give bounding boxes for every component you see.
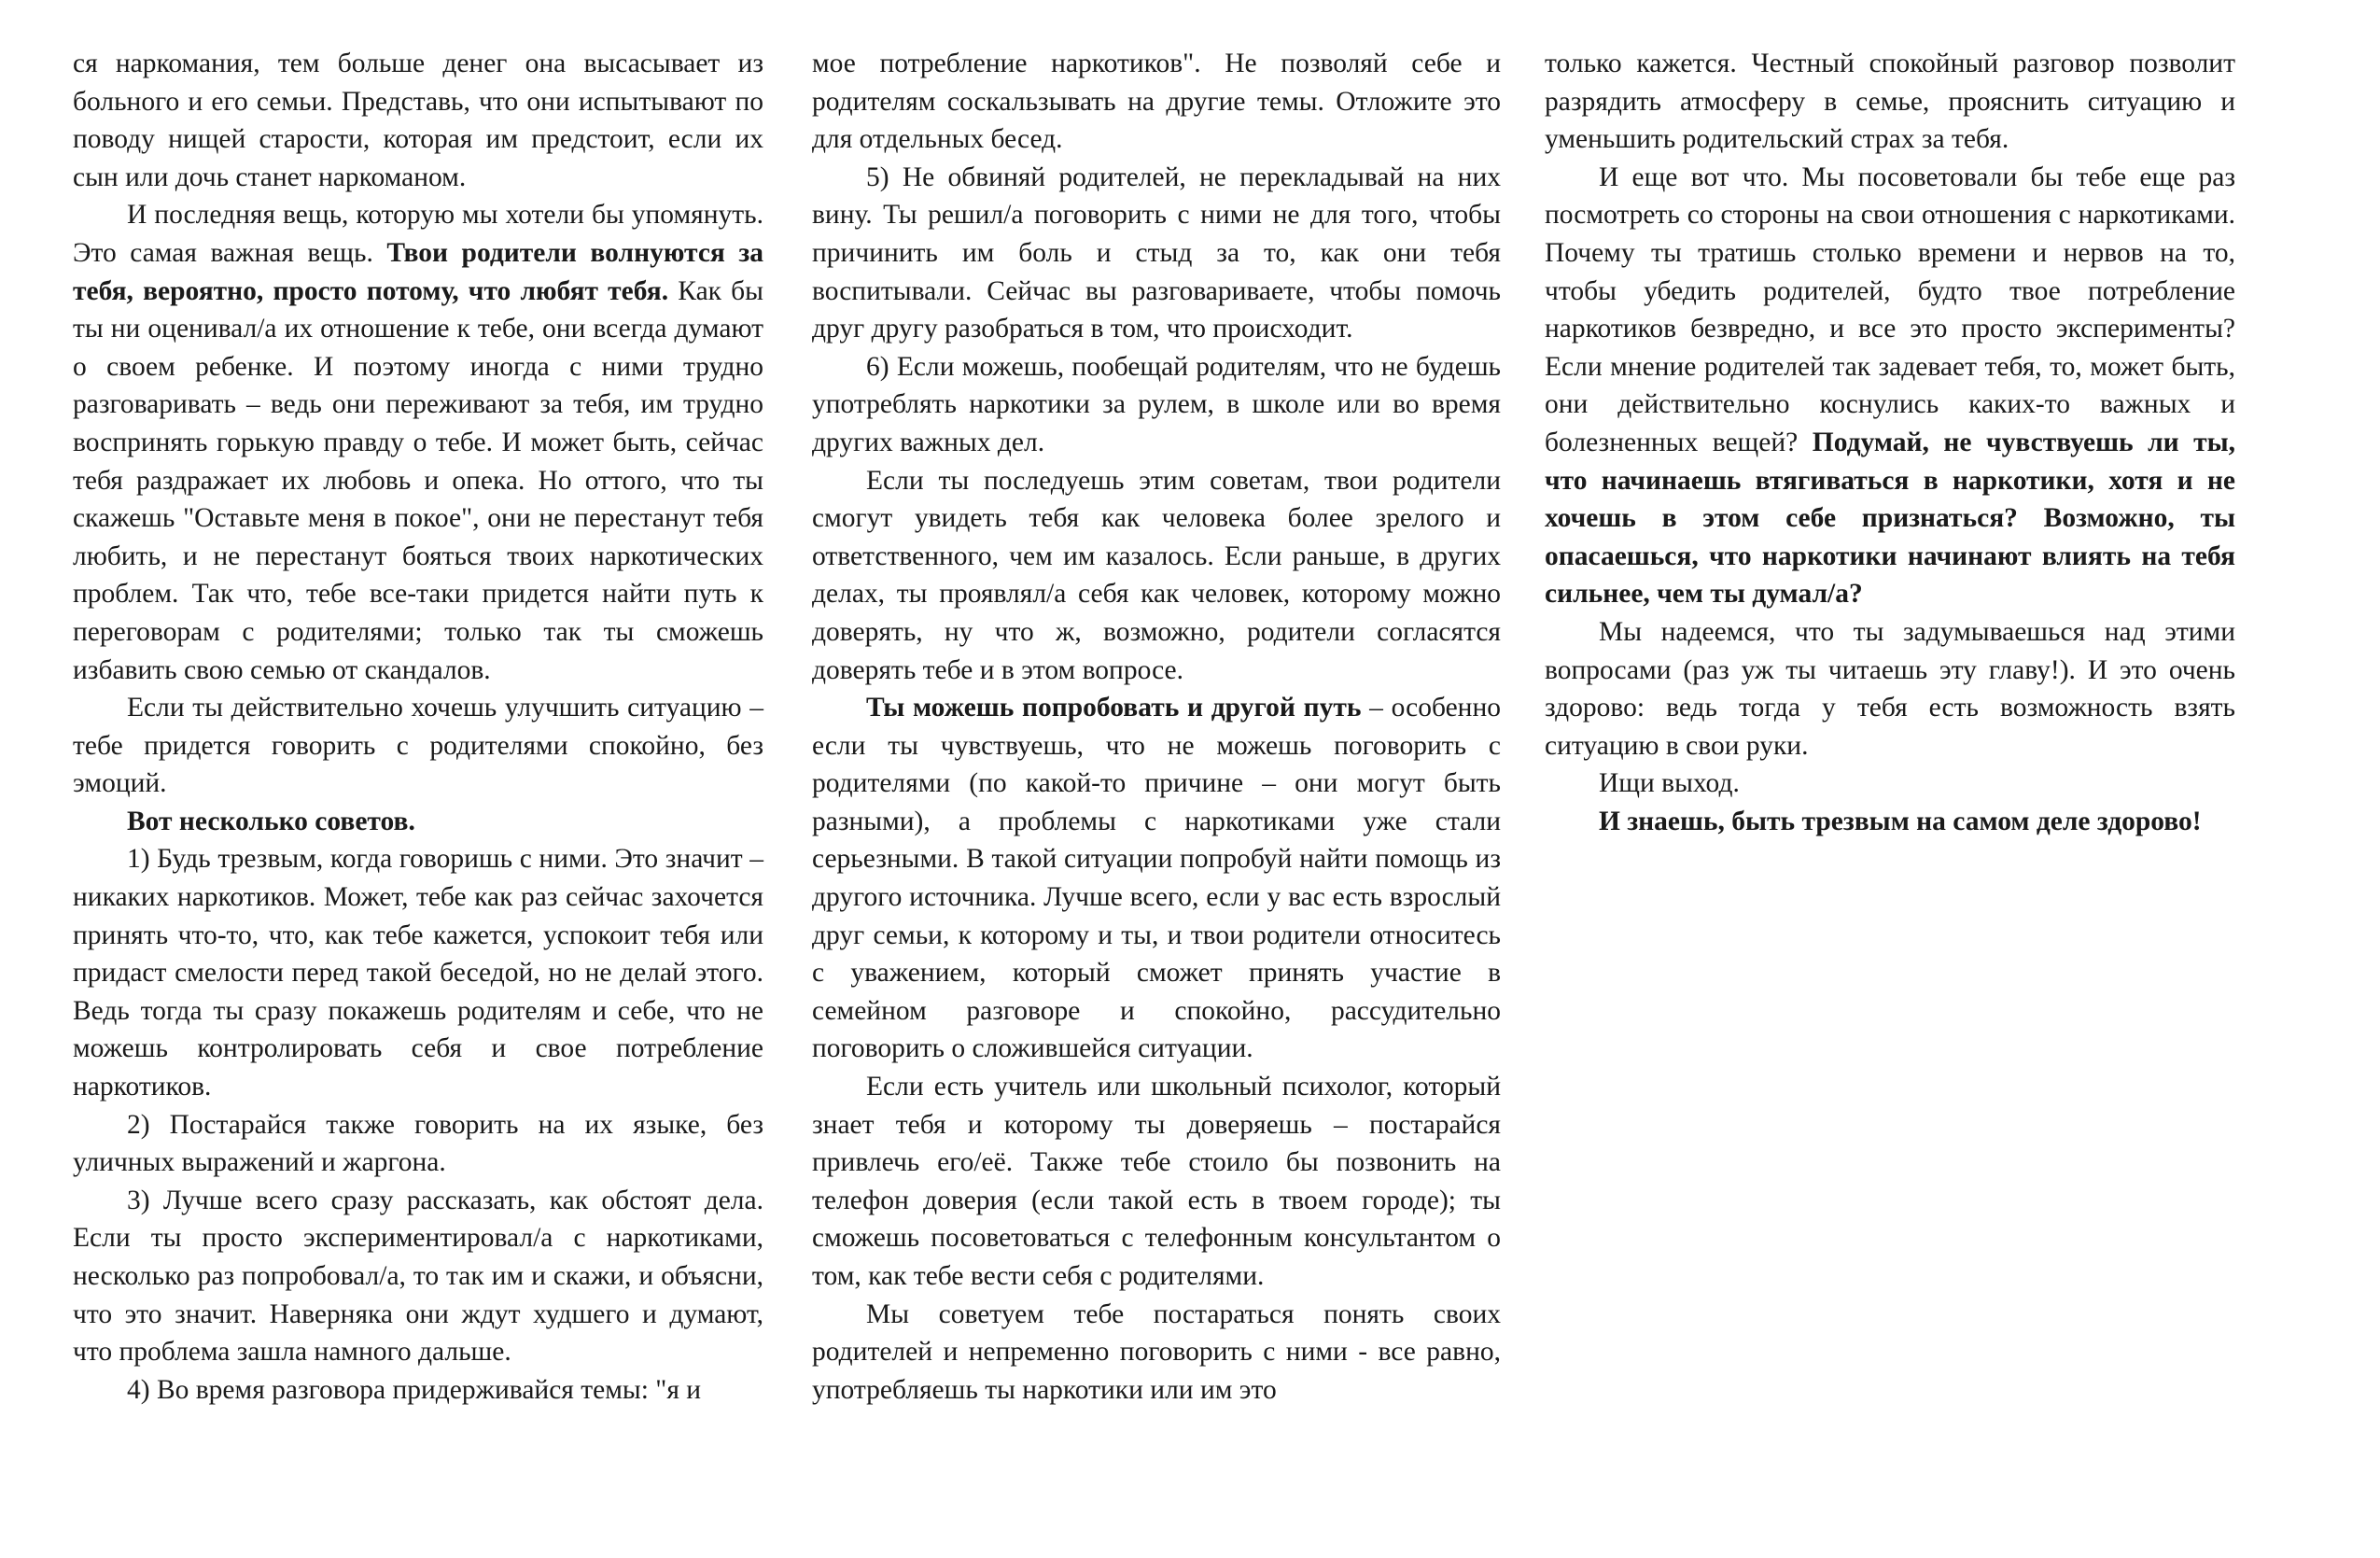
text-column-2 [812,45,1501,1409]
text-segment: Если есть учитель или школьный психолог, который знает тебя и которому ты доверяешь – постарайся привлечь его/её. Также тебе стоило бы позвонить на телефон доверия (если такой есть в твоем городе); ты сможешь посоветоваться с телефонным консультантом о том, как тебе вести себя с родителями. [812,1072,1501,1291]
paragraph [73,1371,763,1410]
paragraph [1545,159,2235,613]
text-segment: Как бы ты ни оценивал/а их отношение к тебе, они всегда думают о своем ребенке. И поэтому иногда с ними трудно разговаривать – ведь они переживают за тебя, им трудно воспринять горькую правду о тебе. И может быть, сейчас тебя раздражает их любовь и опека. Но оттого, что ты скажешь "Оставьте меня в покое", они не перестанут тебя любить, и не перестанут бояться твоих наркотических проблем. Так что, тебе все-таки придется найти путь к переговорам с родителями; только так ты сможешь избавить свою семью от скандалов. [73,275,763,685]
text-segment: И еще вот что. Мы посоветовали бы тебе еще раз посмотреть со стороны на свои отношения с наркотиками. Почему ты тратишь столько времени и нервов на то, чтобы убедить родителей, будто твое потребление наркотиков безвредно, и все это просто эксперименты? Если мнение родителей так задевает тебя, то, может быть, они действительно коснулись каких-то важных и болезненных вещей? [1545,161,2235,457]
paragraph [73,45,763,196]
paragraph [812,462,1501,690]
text-segment: И последняя вещь, которую мы хотели бы упомянуть. Это самая важная вещь. [73,200,763,268]
text-segment: Мы советуем тебе постараться понять своих родителей и непременно поговорить с ними - все равно, употребляешь ты наркотики или им это [812,1298,1501,1405]
text-column-1 [73,45,763,1409]
text-segment: 6) Если можешь, пообещай родителям, что не будешь употреблять наркотики за рулем, в школе или во время других важных дел. [812,351,1501,457]
paragraph [73,196,763,689]
paragraph [812,689,1501,1068]
bold-text-segment: И знаешь, быть трезвым на самом деле здорово! [1599,806,2202,836]
paragraph [812,1296,1501,1410]
text-segment: 5) Не обвиняй родителей, не перекладывай на них вину. Ты решил/а поговорить с ними не для того, чтобы причинить им боль и стыд за то, как они тебя воспитывали. Сейчас вы разговариваете, чтобы помочь друг другу разобраться в том, что происходит. [812,161,1501,344]
paragraph [812,159,1501,348]
paragraph [1545,613,2235,765]
text-segment: ся наркомания, тем больше денег она высасывает из больного и его семьи. Представь, что они испытывают по поводу нищей старости, которая им предстоит, если их сын или дочь станет наркоманом. [73,49,763,192]
bold-text-segment: Твои родители волнуются за тебя, вероятно, просто потому, что любят тебя. [73,237,763,306]
text-segment: 1) Будь трезвым, когда говоришь с ними. Это значит – никаких наркотиков. Может, тебе как раз сейчас захочется принять что-то, что, как тебе кажется, успокоит тебя или придаст смелости перед такой беседой, но не делай этого. Ведь тогда ты сразу покажешь родителям и себе, что не можешь контролировать себя и свое потребление наркотиков. [73,844,763,1102]
paragraph [73,689,763,803]
paragraph [812,45,1501,159]
text-segment: 4) Во время разговора придерживайся темы: "я и [127,1374,702,1405]
paragraph [73,1182,763,1371]
text-segment: Если ты последуешь этим советам, твои родители смогут увидеть тебя как человека более зрелого и ответственного, чем им казалось. Если раньше, в других делах, ты проявлял/а себя как человек, которому можно доверять, ну что ж, возможно, родители согласятся доверять тебе и в этом вопросе. [812,465,1501,685]
text-segment: 3) Лучше всего сразу рассказать, как обстоят дела. Если ты просто экспериментировал/а с наркотиками, несколько раз попробовал/а, то так им и скажи, и объясни, что это значит. Наверняка они ждут худшего и думают, что проблема зашла намного дальше. [73,1185,763,1368]
text-segment: Если ты действительно хочешь улучшить ситуацию – тебе придется говорить с родителями спокойно, без эмоций. [73,693,763,799]
text-segment: – особенно если ты чувствуешь, что не можешь поговорить с родителями (по какой-то причине – они могут быть разными), а проблемы с наркотиками уже стали серьезными. В такой ситуации попробуй найти помощь из другого источника. Лучше всего, если у вас есть взрослый друг семьи, к которому и ты, и твои родители относитесь с уважением, который сможет принять участие в семейном разговоре и спокойно, рассудительно поговорить о сложившейся ситуации. [812,693,1501,1064]
paragraph [812,1068,1501,1296]
text-segment: Ищи выход. [1599,768,1740,799]
paragraph [1545,45,2235,159]
bold-text-segment: Вот несколько советов. [127,806,415,836]
bold-text-segment: Ты можешь попробовать и другой путь [866,693,1362,723]
text-segment: только кажется. Честный спокойный разговор позволит разрядить атмосферу в семье, прояснить ситуацию и уменьшить родительский страх за тебя. [1545,49,2235,155]
text-segment: мое потребление наркотиков". Не позволяй себе и родителям соскальзывать на другие темы. Отложите это для отдельных бесед. [812,49,1501,155]
text-column-3 [1545,45,2235,840]
paragraph [73,803,763,841]
paragraph [1545,765,2235,803]
paragraph [73,1106,763,1182]
paragraph [812,348,1501,462]
text-segment: 2) Постарайся также говорить на их языке, без уличных выражений и жаргона. [73,1109,763,1178]
paragraph [1545,803,2235,841]
text-segment: Мы надеемся, что ты задумываешься над этими вопросами (раз уж ты читаешь эту главу!). И это очень здорово: ведь тогда у тебя есть возможность взять ситуацию в свои руки. [1545,616,2235,761]
bold-text-segment: Подумай, не чувствуешь ли ты, что начинаешь втягиваться в наркотики, хотя и не хочешь в этом себе признаться? Возможно, ты опасаешься, что наркотики начинают влиять на тебя сильнее, чем ты думал/а? [1545,427,2236,610]
paragraph [73,840,763,1105]
